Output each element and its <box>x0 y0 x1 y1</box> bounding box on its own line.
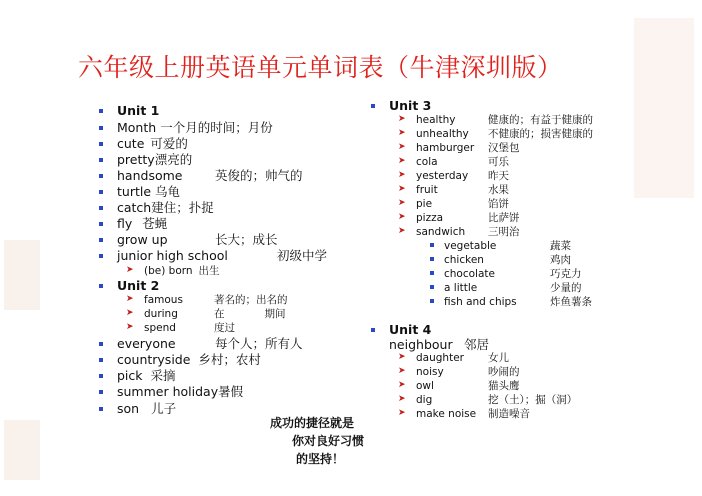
list-item <box>398 379 520 393</box>
list-item <box>398 365 520 379</box>
word-meaning: 馅饼 <box>488 198 509 210</box>
list-item <box>99 384 243 400</box>
word-meaning: 巧克力 <box>550 268 582 280</box>
arrow-bullet-icon: ➤ <box>398 226 406 236</box>
word-meaning: 健康的；有益于健康的 <box>488 114 593 126</box>
word-english: unhealthy <box>416 128 469 140</box>
word-english: spend <box>144 322 176 334</box>
list-item <box>99 103 159 119</box>
word-english: during <box>144 308 178 320</box>
square-bullet-icon <box>99 158 103 162</box>
word-english: Unit 1 <box>117 103 160 118</box>
word-meaning: 比萨饼 <box>488 212 520 224</box>
word-meaning: 邻居 <box>464 337 490 352</box>
word-english: grow up <box>117 232 168 247</box>
word-meaning: 汉堡包 <box>488 142 520 154</box>
word-meaning: 蔬菜 <box>550 240 571 252</box>
word-meaning: 漂亮的 <box>154 152 193 167</box>
list-item <box>99 401 176 417</box>
list-item <box>430 295 592 309</box>
arrow-bullet-icon: ➤ <box>398 352 406 362</box>
square-bullet-icon <box>430 257 434 261</box>
word-english: pick <box>117 368 143 383</box>
square-bullet-icon <box>99 284 103 288</box>
list-item <box>398 351 509 365</box>
list-item <box>398 407 530 421</box>
list-item <box>126 321 235 335</box>
word-english: fish and chips <box>444 296 517 308</box>
list-item <box>99 336 303 352</box>
square-bullet-icon <box>430 285 434 289</box>
word-english: a little <box>444 282 478 294</box>
arrow-bullet-icon: ➤ <box>126 294 134 304</box>
arrow-bullet-icon: ➤ <box>398 128 406 138</box>
word-english: pretty <box>117 152 155 167</box>
list-item <box>398 169 509 183</box>
word-meaning: 在 <box>214 308 225 320</box>
square-bullet-icon <box>99 374 103 378</box>
word-meaning: 度过 <box>214 322 235 334</box>
word-meaning: 每个人；所有人 <box>215 336 303 351</box>
list-item <box>398 183 509 197</box>
word-meaning: 英俊的；帅气的 <box>215 168 303 183</box>
list-item <box>398 141 520 155</box>
list-item <box>430 281 582 295</box>
word-english: chocolate <box>444 268 495 280</box>
list-item <box>398 155 509 169</box>
word-english: everyone <box>117 336 176 351</box>
word-meaning: 挖（土）；掘（洞） <box>488 394 578 406</box>
square-bullet-icon <box>99 109 103 113</box>
list-item <box>398 211 520 225</box>
word-meaning: 制造噪音 <box>488 408 530 420</box>
word-english: fly <box>117 216 133 231</box>
word-meaning: 可乐 <box>488 156 509 168</box>
quote-line-3: 的坚持！ <box>296 452 345 466</box>
word-english: vegetable <box>444 240 497 252</box>
word-english: cola <box>416 156 438 168</box>
arrow-bullet-icon: ➤ <box>398 170 406 180</box>
arrow-bullet-icon: ➤ <box>398 394 406 404</box>
square-bullet-icon <box>99 254 103 258</box>
list-item <box>99 200 214 216</box>
word-meaning: 乌龟 <box>155 184 181 199</box>
word-english: pie <box>416 198 433 210</box>
arrow-bullet-icon: ➤ <box>398 212 406 222</box>
word-meaning: 炸鱼薯条 <box>550 296 592 308</box>
list-item <box>371 322 431 338</box>
list-item <box>126 293 288 307</box>
arrow-bullet-icon: ➤ <box>126 308 134 318</box>
word-english: son <box>117 401 140 416</box>
square-bullet-icon <box>99 206 103 210</box>
square-bullet-icon <box>99 238 103 242</box>
arrow-bullet-icon: ➤ <box>398 114 406 124</box>
list-item <box>430 267 582 281</box>
list-item <box>99 248 327 264</box>
quote-line-1: 成功的捷径就是 <box>270 416 355 430</box>
word-meaning: 吵闹的 <box>488 366 520 378</box>
word-english: fruit <box>416 184 438 196</box>
list-item <box>398 127 593 141</box>
watermark-logo-left-bottom <box>4 420 40 480</box>
word-english: noisy <box>416 366 444 378</box>
square-bullet-icon <box>99 126 103 130</box>
square-bullet-icon <box>430 299 434 303</box>
square-bullet-icon <box>430 271 434 275</box>
word-english: make noise <box>416 408 477 420</box>
word-meaning: 水果 <box>488 184 509 196</box>
arrow-bullet-icon: ➤ <box>398 184 406 194</box>
word-meaning: 昨天 <box>488 170 509 182</box>
word-meaning: 苍蝇 <box>142 216 168 231</box>
word-english: junior high school <box>117 248 228 263</box>
word-meaning: 女儿 <box>488 352 509 364</box>
word-english: summer holiday <box>117 384 219 399</box>
word-english: neighbour <box>389 337 453 352</box>
word-meaning: 不健康的；损害健康的 <box>488 128 593 140</box>
list-item <box>99 216 167 232</box>
list-item <box>99 368 176 384</box>
word-english: Unit 3 <box>389 98 432 113</box>
square-bullet-icon <box>99 190 103 194</box>
word-meaning: 长大；成长 <box>215 232 278 247</box>
square-bullet-icon <box>99 407 103 411</box>
word-meaning-2: 期间 <box>264 308 286 320</box>
word-meaning: 出生 <box>198 265 220 277</box>
word-meaning: 建住；扑捉 <box>151 200 214 215</box>
page-title: 六年级上册英语单元单词表（牛津深圳版） <box>78 53 563 82</box>
word-meaning: 儿子 <box>151 401 177 416</box>
word-english: Month <box>117 120 157 135</box>
word-english: turtle <box>117 184 152 199</box>
word-english: sandwich <box>416 226 466 238</box>
word-english: pizza <box>416 212 444 224</box>
list-item <box>99 184 180 200</box>
word-english: Unit 2 <box>117 278 160 293</box>
list-item <box>398 225 520 239</box>
square-bullet-icon <box>99 358 103 362</box>
arrow-bullet-icon: ➤ <box>126 322 134 332</box>
list-item <box>398 197 509 211</box>
arrow-bullet-icon: ➤ <box>398 156 406 166</box>
arrow-bullet-icon: ➤ <box>398 380 406 390</box>
square-bullet-icon <box>371 328 375 332</box>
word-english: chicken <box>444 254 484 266</box>
square-bullet-icon <box>430 243 434 247</box>
arrow-bullet-icon: ➤ <box>398 142 406 152</box>
list-item <box>430 253 571 267</box>
watermark-logo-left <box>4 240 40 310</box>
arrow-bullet-icon: ➤ <box>398 198 406 208</box>
word-meaning: 少量的 <box>550 282 582 294</box>
word-english: daughter <box>416 352 464 364</box>
word-english: hamburger <box>416 142 475 154</box>
arrow-bullet-icon: ➤ <box>398 408 406 418</box>
list-item <box>99 152 192 168</box>
word-meaning: 三明治 <box>488 226 520 238</box>
square-bullet-icon <box>99 390 103 394</box>
watermark-logo-right <box>634 18 694 198</box>
word-english: dig <box>416 394 433 406</box>
word-english: Unit 4 <box>389 322 432 337</box>
list-item <box>430 239 571 253</box>
word-meaning: 采摘 <box>150 368 176 383</box>
word-meaning: 初级中学 <box>277 248 328 263</box>
square-bullet-icon <box>371 104 375 108</box>
word-english: cute <box>117 136 145 151</box>
arrow-bullet-icon: ➤ <box>398 366 406 376</box>
list-item <box>99 136 188 152</box>
arrow-bullet-icon: ➤ <box>126 265 134 275</box>
word-meaning: 猫头鹰 <box>488 380 520 392</box>
list-item <box>99 232 278 248</box>
word-english: healthy <box>416 114 456 126</box>
word-english: catch <box>117 200 152 215</box>
list-item <box>99 120 273 136</box>
word-meaning: 可爱的 <box>150 136 188 151</box>
list-item <box>99 168 303 184</box>
list-item <box>126 307 286 321</box>
word-meaning: 鸡肉 <box>550 254 571 266</box>
square-bullet-icon <box>99 222 103 226</box>
list-item <box>99 352 261 368</box>
quote-line-2: 你对良好习惯 <box>292 434 365 448</box>
word-english: owl <box>416 380 434 392</box>
list-item <box>398 393 577 407</box>
word-english: yesterday <box>416 170 469 182</box>
list-item <box>126 264 220 278</box>
word-english: (be) born <box>144 265 193 277</box>
square-bullet-icon <box>99 342 103 346</box>
square-bullet-icon <box>99 174 103 178</box>
word-english: handsome <box>117 168 183 183</box>
word-english: famous <box>144 294 183 306</box>
square-bullet-icon <box>99 142 103 146</box>
list-item <box>398 113 593 127</box>
word-meaning: 暑假 <box>218 384 244 399</box>
word-english: countryside <box>117 352 191 367</box>
word-meaning: 著名的；出名的 <box>214 294 288 306</box>
word-meaning: 乡村；农村 <box>198 352 261 367</box>
word-meaning: 一个月的时间；月份 <box>160 120 273 135</box>
